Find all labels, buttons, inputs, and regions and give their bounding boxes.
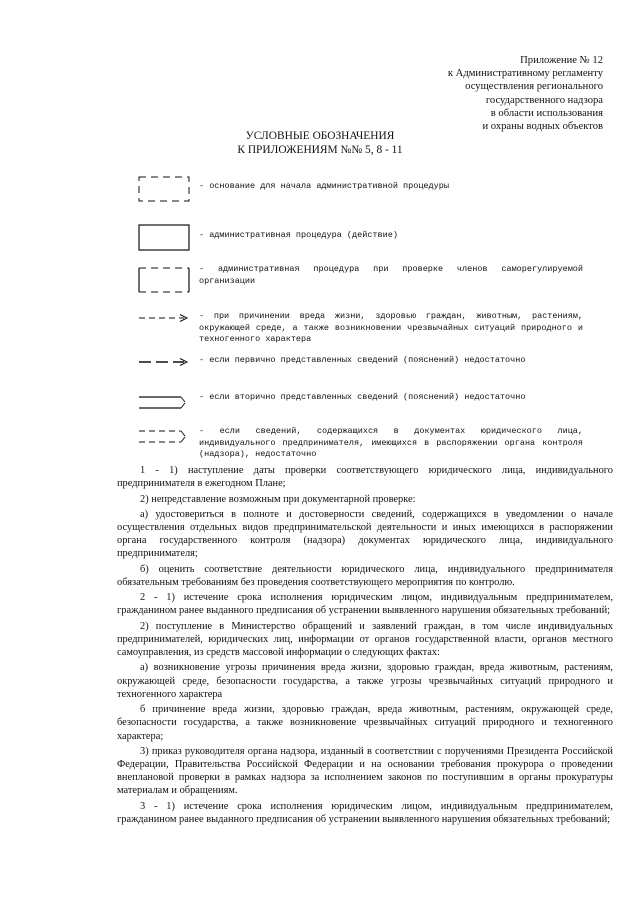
solid-box-icon [136,222,192,252]
legend-text: - административная процедура при проверке членов саморегулируемой организации [199,264,583,286]
document-body [117,464,613,828]
body-paragraph: 2) непредставление возможным при документарной проверке: [140,493,416,505]
appendix-header [448,54,603,133]
legend-text: - если сведений, содержащихся в документах юридического лица, индивидуального предпринимателя, имеющихся в распоряжении органа контроля (надзора), недостаточно [199,426,583,460]
legend-text: - при причинении вреда жизни, здоровью граждан, животным, растениям, окружающей среде, а также возникновении чрезвычайных ситуаций природного и техногенного характера [199,311,583,345]
title-line-1: УСЛОВНЫЕ ОБОЗНАЧЕНИЯ [245,130,395,142]
body-paragraph: 3 - 1) истечение срока исполнения юридическим лицом, индивидуальным предпринимателем, гражданином ранее выданного предписания об устранении выявленного нарушения обязательных требований; [117,800,613,825]
body-paragraph: а) удостовериться в полноте и достоверности сведений, содержащихся в уведомлении о начале осуществления отдельных видов предпринимательской деятельности и иных имеющихся в распоряжении органа государственного контроля (надзора) документах юридического лица, индивидуального предпринимателя; [117,508,613,560]
header-line: осуществления регионального [465,81,603,93]
document-title [0,130,640,157]
header-line: в области использования [490,107,603,119]
legend-text: - основание для начала административной процедуры [199,181,449,191]
header-line: Приложение № 12 [520,55,603,66]
solid-corner-icon [136,392,192,422]
body-paragraph: 1 - 1) наступление даты проверки соответствующего юридического лица, индивидуального предпринимателя в ежегодном Плане; [117,465,613,490]
body-paragraph: 2 - 1) истечение срока исполнения юридическим лицом, индивидуальным предпринимателем, гражданином ранее выданного предписания об устранении выявленного нарушения обязательных требований; [117,592,613,617]
body-paragraph: б причинение вреда жизни, здоровью граждан, вреда животным, растениям, окружающей среде, безопасности государства, а также возникновение чрезвычайных ситуаций природного и техногенного характера; [117,704,613,742]
header-line: государственного надзора [485,94,603,106]
body-paragraph: 2) поступление в Министерство обращений и заявлений граждан, в том числе индивидуальных предпринимателей, юридических лиц, информации от органов государственной власти, органов местного самоуправления, из средств массовой информации о следующих фактах: [117,620,613,659]
body-paragraph: б) оценить соответствие деятельности юридического лица, индивидуального предпринимателя обязательным требованиям без проведения соответствующего мероприятия по контролю. [117,563,613,588]
dashed-corner-icon [136,426,192,456]
long-dash-arrow-icon [136,355,192,385]
dash-bracket-box-icon [136,264,192,294]
header-line: к Административному регламенту [447,68,603,80]
header-line: и охраны водных объектов [482,121,603,133]
title-line-2: К ПРИЛОЖЕНИЯМ №№ 5, 8 - 11 [237,143,403,156]
body-paragraph: а) возникновение угрозы причинения вреда жизни, здоровью граждан, вреда животным, растениям, окружающей среде, безопасности государства, а также угрозы чрезвычайных ситуаций природного и техногенного характера [117,662,613,700]
legend-text: - административная процедура (действие) [199,230,398,240]
dashed-box-icon [136,174,192,204]
legend-text: - если первично представленных сведений (пояснений) недостаточно [199,355,526,365]
dashed-arrow-icon [136,311,192,341]
body-paragraph: 3) приказ руководителя органа надзора, изданный в соответствии с поручениями Президента Российской Федерации, Правительства Российской Федерации и на основании требования прокурора о проведении внеплановой проверки в рамках надзора за исполнением законов по поступившим в органы прокуратуры материалам и обращениям. [117,745,613,797]
legend-text: - если вторично представленных сведений (пояснений) недостаточно [199,392,526,402]
